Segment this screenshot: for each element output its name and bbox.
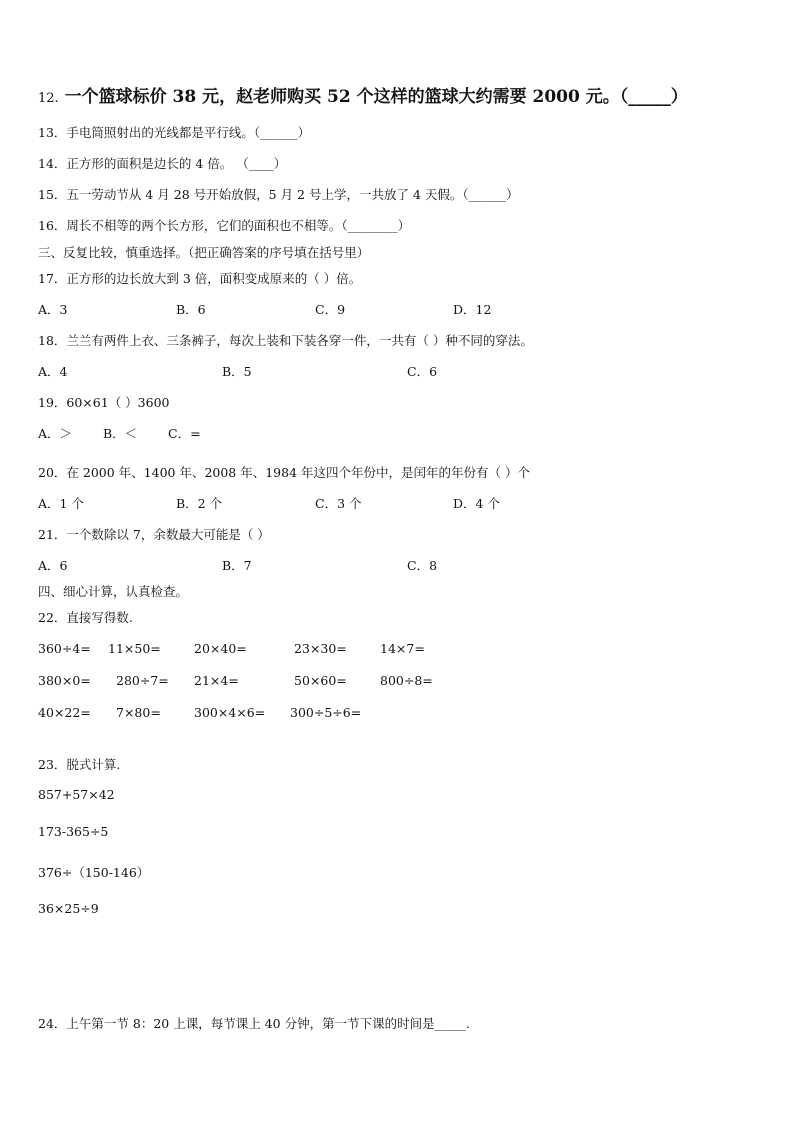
q23-stem: 23．脱式计算. xyxy=(38,757,121,772)
q22-r1-c2: 11×50= xyxy=(108,641,161,656)
q12-number: 12. xyxy=(38,91,59,106)
q23-item-4: 36×25÷9 xyxy=(38,901,99,916)
q20-option-c: C．3 个 xyxy=(315,496,362,511)
q20-stem: 20．在 2000 年、1400 年、2008 年、1984 年这四个年份中，是闰年的年份有（ ）个 xyxy=(38,465,530,480)
q22-r3-c1: 40×22= xyxy=(38,705,91,720)
section-3-heading: 三、反复比较，慎重选择。（把正确答案的序号填在括号里） xyxy=(38,245,370,260)
q18-stem: 18．兰兰有两件上衣、三条裤子，每次上装和下装各穿一件，一共有（ ）种不同的穿法。 xyxy=(38,333,533,348)
q22-r1-c5: 14×7= xyxy=(380,641,425,656)
q17-option-d: D．12 xyxy=(453,302,492,317)
q22-r2-c4: 50×60= xyxy=(294,673,347,688)
q21-option-a: A．6 xyxy=(38,558,68,573)
q22-r2-c1: 380×0= xyxy=(38,673,91,688)
q22-stem: 22．直接写得数. xyxy=(38,610,133,625)
q17-option-a: A．3 xyxy=(38,302,68,317)
q24: 24．上午第一节 8：20 上课，每节课上 40 分钟，第一节下课的时间是_____. xyxy=(38,1016,470,1031)
q23-item-2: 173-365÷5 xyxy=(38,824,109,839)
q17-option-b: B．6 xyxy=(176,302,206,317)
q22-r1-c1: 360÷4= xyxy=(38,641,91,656)
q17-option-c: C．9 xyxy=(315,302,346,317)
q19-option-b: B．＜ xyxy=(103,426,138,441)
q22-r2-c5: 800÷8= xyxy=(380,673,433,688)
q18-option-b: B．5 xyxy=(222,364,252,379)
q20-option-a: A．1 个 xyxy=(38,496,84,511)
q22-r3-c2: 7×80= xyxy=(116,705,161,720)
q19-option-c: C．= xyxy=(168,426,201,441)
q22-r1-c3: 20×40= xyxy=(194,641,247,656)
q23-item-3: 376÷（150-146） xyxy=(38,865,150,880)
q22-r1-c4: 23×30= xyxy=(294,641,347,656)
q17-stem: 17．正方形的边长放大到 3 倍，面积变成原来的（ ）倍。 xyxy=(38,271,362,286)
q22-r2-c3: 21×4= xyxy=(194,673,239,688)
q21-stem: 21．一个数除以 7，余数最大可能是（ ） xyxy=(38,527,270,542)
q22-r3-c4: 300÷5÷6= xyxy=(290,705,362,720)
q22-r3-c3: 300×4×6= xyxy=(194,705,266,720)
q19-stem: 19．60×61（ ）3600 xyxy=(38,395,170,410)
q16: 16．周长不相等的两个长方形，它们的面积也不相等。（________） xyxy=(38,218,411,233)
q20-option-b: B．2 个 xyxy=(176,496,223,511)
q19-option-a: A．＞ xyxy=(38,426,73,441)
q18-option-a: A．4 xyxy=(38,364,68,379)
q22-r2-c2: 280÷7= xyxy=(116,673,169,688)
q20-option-d: D．4 个 xyxy=(453,496,500,511)
q13: 13．手电筒照射出的光线都是平行线。（______） xyxy=(38,125,311,140)
q12-text: 一个篮球标价 38 元，赵老师购买 52 个这样的篮球大约需要 2000 元。（_____） xyxy=(64,87,688,107)
q15: 15．五一劳动节从 4 月 28 号开始放假，5 月 2 号上学，一共放了 4 天假。（______） xyxy=(38,187,519,202)
q23-item-1: 857+57×42 xyxy=(38,787,115,802)
q21-option-c: C．8 xyxy=(407,558,438,573)
q18-option-c: C．6 xyxy=(407,364,438,379)
q12 xyxy=(38,86,688,110)
q21-option-b: B．7 xyxy=(222,558,252,573)
section-4-heading: 四、细心计算，认真检查。 xyxy=(38,584,189,599)
q14: 14．正方形的面积是边长的 4 倍。 （____） xyxy=(38,156,287,171)
